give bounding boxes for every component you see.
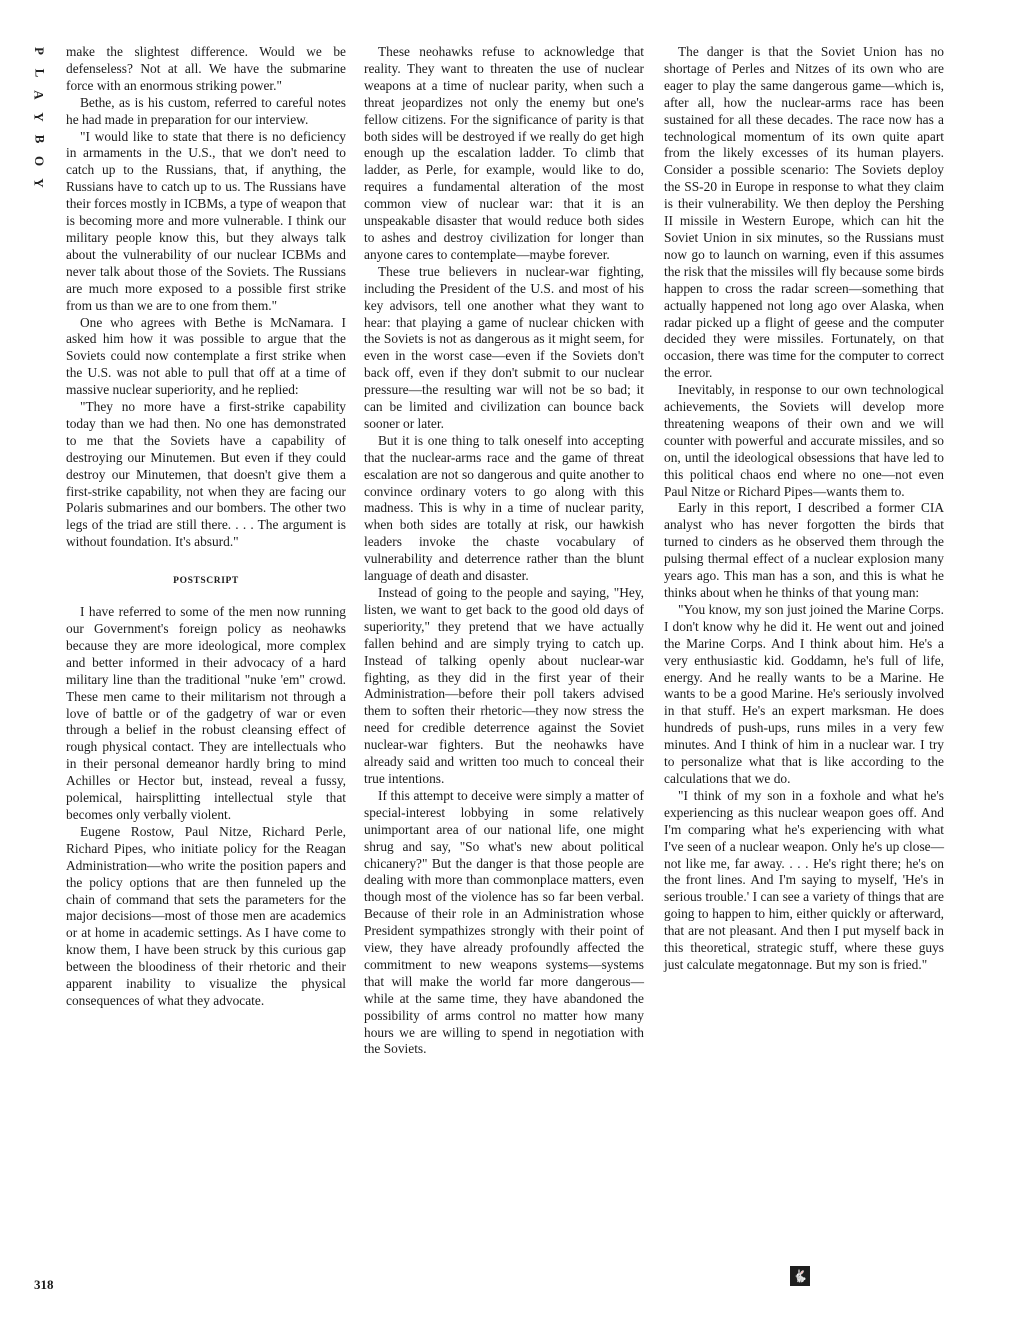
- paragraph: If this attempt to deceive were simply a matter of special-interest lobbying in some relatively unimportant area of our national life, one might shrug and say, "So what's new about political chicanery?" But the danger is that those people are dealing with more than commonplace matters, even though most of the violence has so far been verbal. Because of their role in an Administration whose President sympathizes strongly with their point of view, they have already profoundly affected the commitment to new weapons systems—systems that will make the world far more dangerous—while at the same time, they have abandoned the possibility of arms control no matter how many hours we are willing to spend in negotiation with the Soviets.: [364, 787, 644, 1057]
- masthead-letter: B: [31, 134, 47, 144]
- paragraph: make the slightest difference. Would we be defenseless? Not at all. We have the submarine force with an enormous striking power.": [66, 44, 346, 93]
- paragraph: The danger is that the Soviet Union has no shortage of Perles and Nitzes of its own who are eager to play the same dangerous game—which is, after all, how the nuclear-arms race has been sustained for all these decades. The race now has a technological momentum of its own quite apart from the likely excesses of its human players. Consider a possible scenario: The Soviets deploy the SS-20 in Europe in response to what they claim is their vulnerability. We then deploy the Pershing II missile in Western Europe, which can hit the Soviet Union in six minutes, so the Russians must now go to launch on warning, even if this assumes the risk that the missiles will fly because some birds happen to cross the radar screen—something that actually happened not long ago over Alaska, when radar picked up a flight of geese and the computer decided they were missiles. Fortunately, on that occasion, there was time for the computer to correct the error.: [664, 44, 944, 381]
- paragraph: Instead of going to the people and saying, "Hey, listen, we want to get back to the good old days of superiority," they pretend that we have actually fallen behind and are simply trying to catch up. Instead of talking openly about nuclear-war fighting, as they did in the first year of their Administration—before their poll takers advised them to soften their rhetoric—they now stress the need for credible deterrence against the Soviet nuclear-war fighters. But the neohawks have already said and written too much to conceal their true intentions.: [364, 585, 644, 786]
- playboy-rabbit-icon: 🐇: [790, 1266, 810, 1286]
- paragraph: Early in this report, I described a former CIA analyst who has never forgotten the birds that turned to cinders as he observed them through the pulsing thermal effect of a nuclear explosion many years ago. This man has a son, and this is what he thinks about when he thinks of that young man:: [664, 500, 944, 600]
- section-heading: POSTSCRIPT: [173, 576, 239, 587]
- text-column-3: [664, 44, 944, 974]
- paragraph: "You know, my son just joined the Marine Corps. I don't know why he did it. He went out and joined the Marine Corps. And I think about him. He's a very enthusiastic kid. Goddamn, he's full of life, energy. And he really wants to be a Marine. He wants to be a good Marine. He's seriously involved in that stuff. He's an expert marksman. He does hundreds of push-ups, runs miles in a very few minutes. And I think of him in a nuclear war. I try to personalize what that is like according to the calculations that we do.: [664, 601, 944, 786]
- masthead: [28, 40, 50, 194]
- paragraph: "I think of my son in a foxhole and what he's experiencing as this nuclear weapon goes off. And I'm comparing what he's experiencing with what I've seen of a nuclear weapon. Only he's up close—not like me, far away. . . . He's right there; he's on the front lines. And I'm saying to myself, 'He's in serious trouble.' I can see a variety of things that are going to happen to him, either quickly or afterward, that are not pleasant. And then I put myself back in this theoretical, strategic stuff, where these guys just calculate megatonnage. But my son is fried.": [664, 787, 944, 972]
- masthead-letter: P: [31, 47, 47, 55]
- paragraph: I have referred to some of the men now running our Government's foreign policy as neohawks because they are more ideological, more complex and better informed in their advocacy of a hard military line than the traditional "nuke 'em" crowd. These men came to their militarism not through a love of battle or of the gadgetry of war or even through a belief in the robust cleansing effect of rough physical contact. They are intellectuals who in their personal demeanor hardly bring to mind Achilles or Hector but, instead, reveal a fussy, polemical, hairsplitting intellectual style that becomes only verbally violent.: [66, 604, 346, 822]
- paragraph: These neohawks refuse to acknowledge that reality. They want to threaten the use of nuclear weapons at a time of nuclear parity, when such a threat jeopardizes not only the enemy but one's fellow citizens. For the significance of parity is that both sides will be destroyed if we really do get high enough up the escalation ladder. To climb that ladder, as Perle, for example, would like to do, requires a fundamental alteration of the most common view of nuclear war: that it is an unspeakable disaster that would reduce both sides to ashes and destroy civilization for longer than anyone cares to contemplate—maybe forever.: [364, 44, 644, 262]
- text-column-1: [66, 44, 346, 1010]
- paragraph: Eugene Rostow, Paul Nitze, Richard Perle, Richard Pipes, who initiate policy for the Reagan Administration—who write the position papers and the policy options that are then funneled up the chain of command that sets the parameters for the major decisions—most of those men are academics or at home in academic settings. As I have come to know them, I have been struck by this curious gap between the bloodiness of their rhetoric and their apparent inability to visualize the physical consequences of what they advocate.: [66, 823, 346, 1008]
- paragraph: "They no more have a first-strike capability today than we had then. No one has demonstrated to me that the Soviets have a capability of destroying our Minutemen. But even if they could destroy our Minutemen, that doesn't give them a first-strike capability, not when they are facing our Polaris submarines and our bombers. The other two legs of the triad are still there. . . . The argument is without foundation. It's absurd.": [66, 399, 346, 550]
- paragraph: Bethe, as is his custom, referred to careful notes he had made in preparation for our interview.: [66, 94, 346, 127]
- masthead-letter: O: [32, 155, 47, 167]
- masthead-letter: A: [31, 90, 47, 100]
- masthead-letter: L: [31, 68, 47, 78]
- page-number: 318: [34, 1277, 54, 1292]
- paragraph: These true believers in nuclear-war fighting, including the President of the U.S. and most of his key advisors, tell one another what they want to hear: that playing a game of nuclear chicken with the Soviets is not as dangerous as it might seem, for even in the worst case—even if the Soviets don't back off, even if they don't submit to our nuclear pressure—the resulting war will not be so bad; it can be limited and civilization can bounce back sooner or later.: [364, 263, 644, 431]
- masthead-letter: Y: [31, 178, 47, 188]
- masthead-letter: Y: [31, 112, 47, 122]
- paragraph: Inevitably, in response to our own technological achievements, the Soviets will develop more threatening weapons of their own and we will counter with powerful and accurate missiles, and so on, until the ideological obsessions that have led to this political chaos end where no one—not even Paul Nitze or Richard Pipes—wants them to.: [664, 382, 944, 499]
- paragraph: One who agrees with Bethe is McNamara. I asked him how it was possible to argue that the Soviets could now contemplate a first strike when the U.S. was not able to pull that off at a time of massive nuclear superiority, and he replied:: [66, 314, 346, 398]
- paragraph: "I would like to state that there is no deficiency in armaments in the U.S., that we don't need to catch up to the Russians, that, if anything, the Russians have to catch up to us. The Russians have their forces mostly in ICBMs, a type of weapon that is becoming more and more vulnerable. I think our military people know this, but they always talk about the vulnerability of our nuclear ICBMs and never talk about those of the Soviets. The Russians are much more exposed to a possible first strike from us than we are to one from them.": [66, 128, 346, 313]
- paragraph: But it is one thing to talk oneself into accepting that the nuclear-arms race and the game of threat escalation are not so dangerous and quite another to convince ordinary voters to go along with this madness. This is why in a time of nuclear parity, when both sides are totally at risk, our hawkish leaders invoke the chaste vocabulary of vulnerability and deterrence rather than the blunt language of death and disaster.: [364, 432, 644, 584]
- text-column-2: [364, 44, 644, 1058]
